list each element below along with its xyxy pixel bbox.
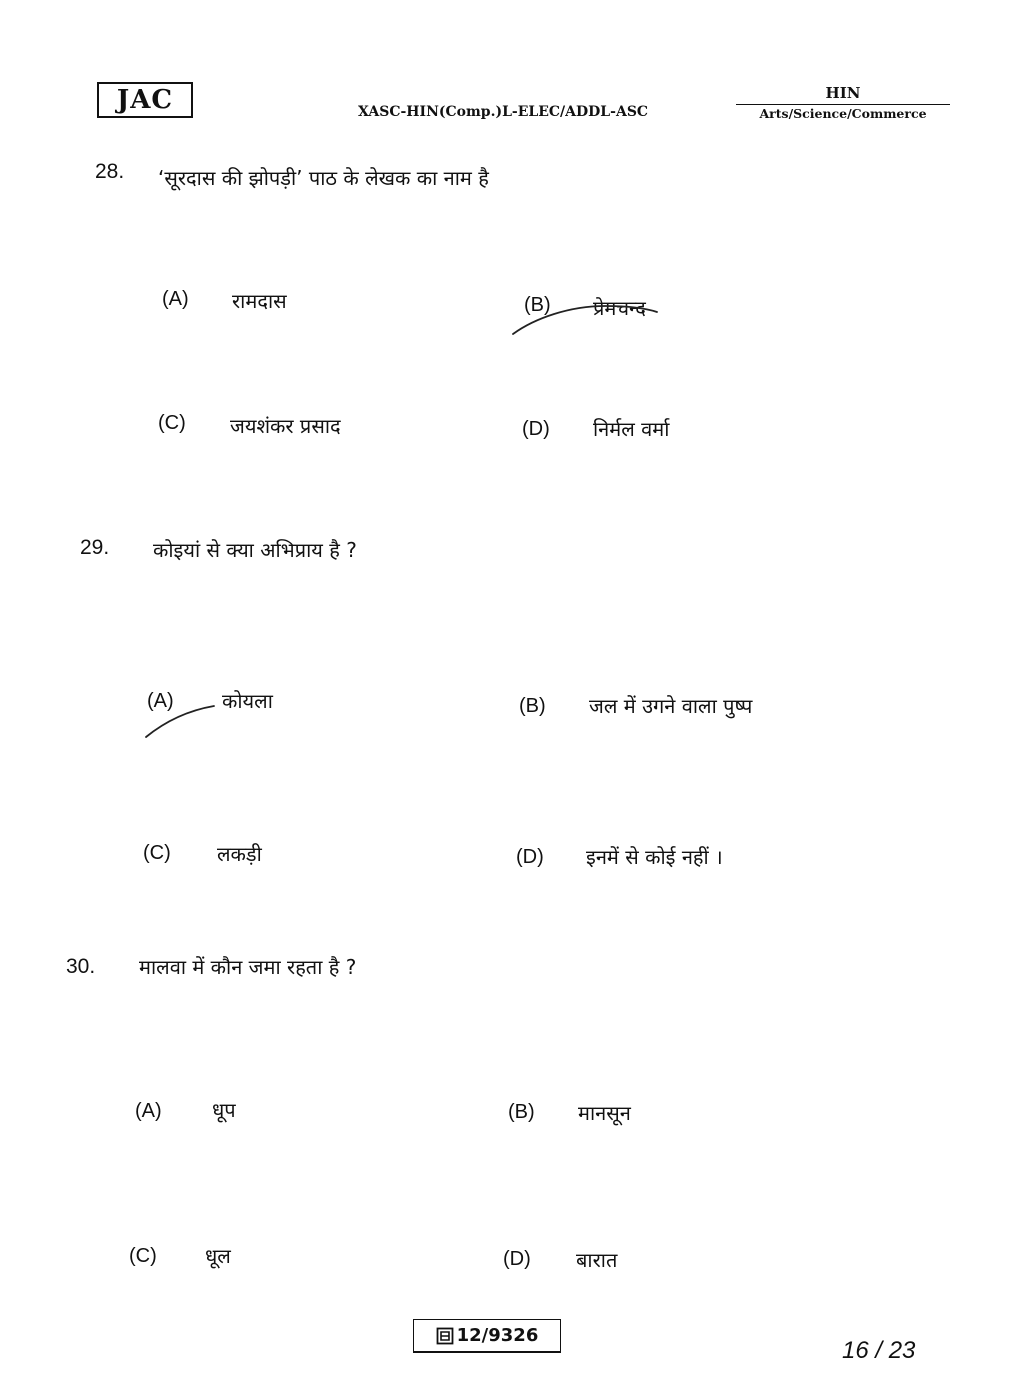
option-text-b: मानसून (578, 1101, 631, 1125)
option-label-c: (C) (143, 842, 171, 864)
page-number: 16 / 23 (842, 1337, 916, 1364)
option-label-d: (D) (503, 1248, 531, 1270)
question-text: मालवा में कौन जमा रहता है ? (139, 955, 357, 979)
option-text-b: जल में उगने वाला पुष्प (589, 694, 753, 718)
question-number: 30. (66, 955, 96, 978)
option-label-a: (A) (135, 1100, 162, 1122)
board-name: JAC (116, 85, 174, 115)
option-label-d: (D) (522, 418, 550, 440)
question-text: कोइयां से क्या अभिप्राय है ? (153, 538, 357, 562)
option-text-c: लकड़ी (217, 842, 262, 866)
option-label-b: (B) (508, 1101, 535, 1123)
booklet-code: 12/9326 (456, 1325, 539, 1346)
subject-streams: Arts/Science/Commerce (759, 106, 927, 121)
question-number: 29. (80, 536, 110, 559)
board-logo-box (97, 82, 193, 118)
option-label-c: (C) (129, 1245, 157, 1267)
subject-code: HIN (736, 84, 950, 105)
option-text-a: कोयला (222, 689, 273, 713)
booklet-code-box (413, 1319, 561, 1353)
paper-code: XASC-HIN(Comp.)L-ELEC/ADDL-ASC (358, 104, 649, 120)
option-text-d: निर्मल वर्मा (593, 417, 670, 441)
option-text-c: जयशंकर प्रसाद (230, 414, 341, 438)
option-text-d: बारात (576, 1248, 618, 1272)
option-label-d: (D) (516, 846, 544, 868)
option-label-b: (B) (524, 294, 551, 316)
option-text-a: धूप (212, 1098, 236, 1122)
option-text-c: धूल (205, 1244, 231, 1268)
question-number: 28. (95, 160, 125, 183)
option-text-d: इनमें से कोई नहीं । (586, 845, 723, 869)
option-text-a: रामदास (232, 289, 287, 313)
option-label-b: (B) (519, 695, 546, 717)
option-text-b: प्रेमचन्द (593, 296, 646, 320)
option-label-a: (A) (147, 690, 174, 712)
booklet-symbol-icon (436, 1327, 454, 1345)
subject-block (736, 84, 950, 121)
question-text: ‘सूरदास की झोपड़ी’ पाठ के लेखक का नाम है (158, 166, 489, 190)
option-label-a: (A) (162, 288, 189, 310)
option-label-c: (C) (158, 412, 186, 434)
